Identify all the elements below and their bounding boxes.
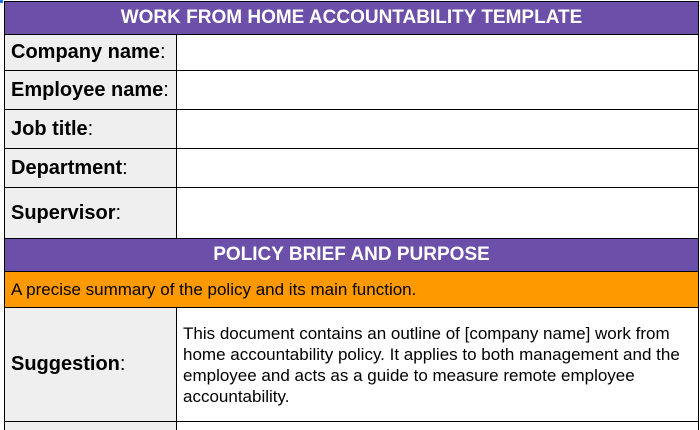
job-title-field[interactable] xyxy=(177,110,699,149)
department-label: Department: xyxy=(5,149,177,188)
job-title-label: Job title: xyxy=(5,110,177,149)
company-name-label: Company name: xyxy=(5,35,177,71)
suggestion-label: Suggestion: xyxy=(5,308,177,422)
section-title: POLICY BRIEF AND PURPOSE xyxy=(5,239,699,272)
suggestion-text: This document contains an outline of [company name] work from home accountability policy. It applies to both management and the employee and acts as a guide to measure remote employee accountability. xyxy=(177,308,699,422)
employee-name-field[interactable] xyxy=(177,71,699,110)
supervisor-label: Supervisor: xyxy=(5,188,177,239)
policy-summary: A precise summary of the policy and its main function. xyxy=(5,272,699,308)
company-name-field[interactable] xyxy=(177,35,699,71)
template-title: WORK FROM HOME ACCOUNTABILITY TEMPLATE xyxy=(5,2,699,35)
department-field[interactable] xyxy=(177,149,699,188)
employee-name-label: Employee name: xyxy=(5,71,177,110)
supervisor-field[interactable] xyxy=(177,188,699,239)
accountability-template-table xyxy=(4,1,699,430)
selection-marker xyxy=(0,0,3,3)
next-row-field[interactable] xyxy=(177,422,699,430)
next-row-label xyxy=(5,422,177,430)
